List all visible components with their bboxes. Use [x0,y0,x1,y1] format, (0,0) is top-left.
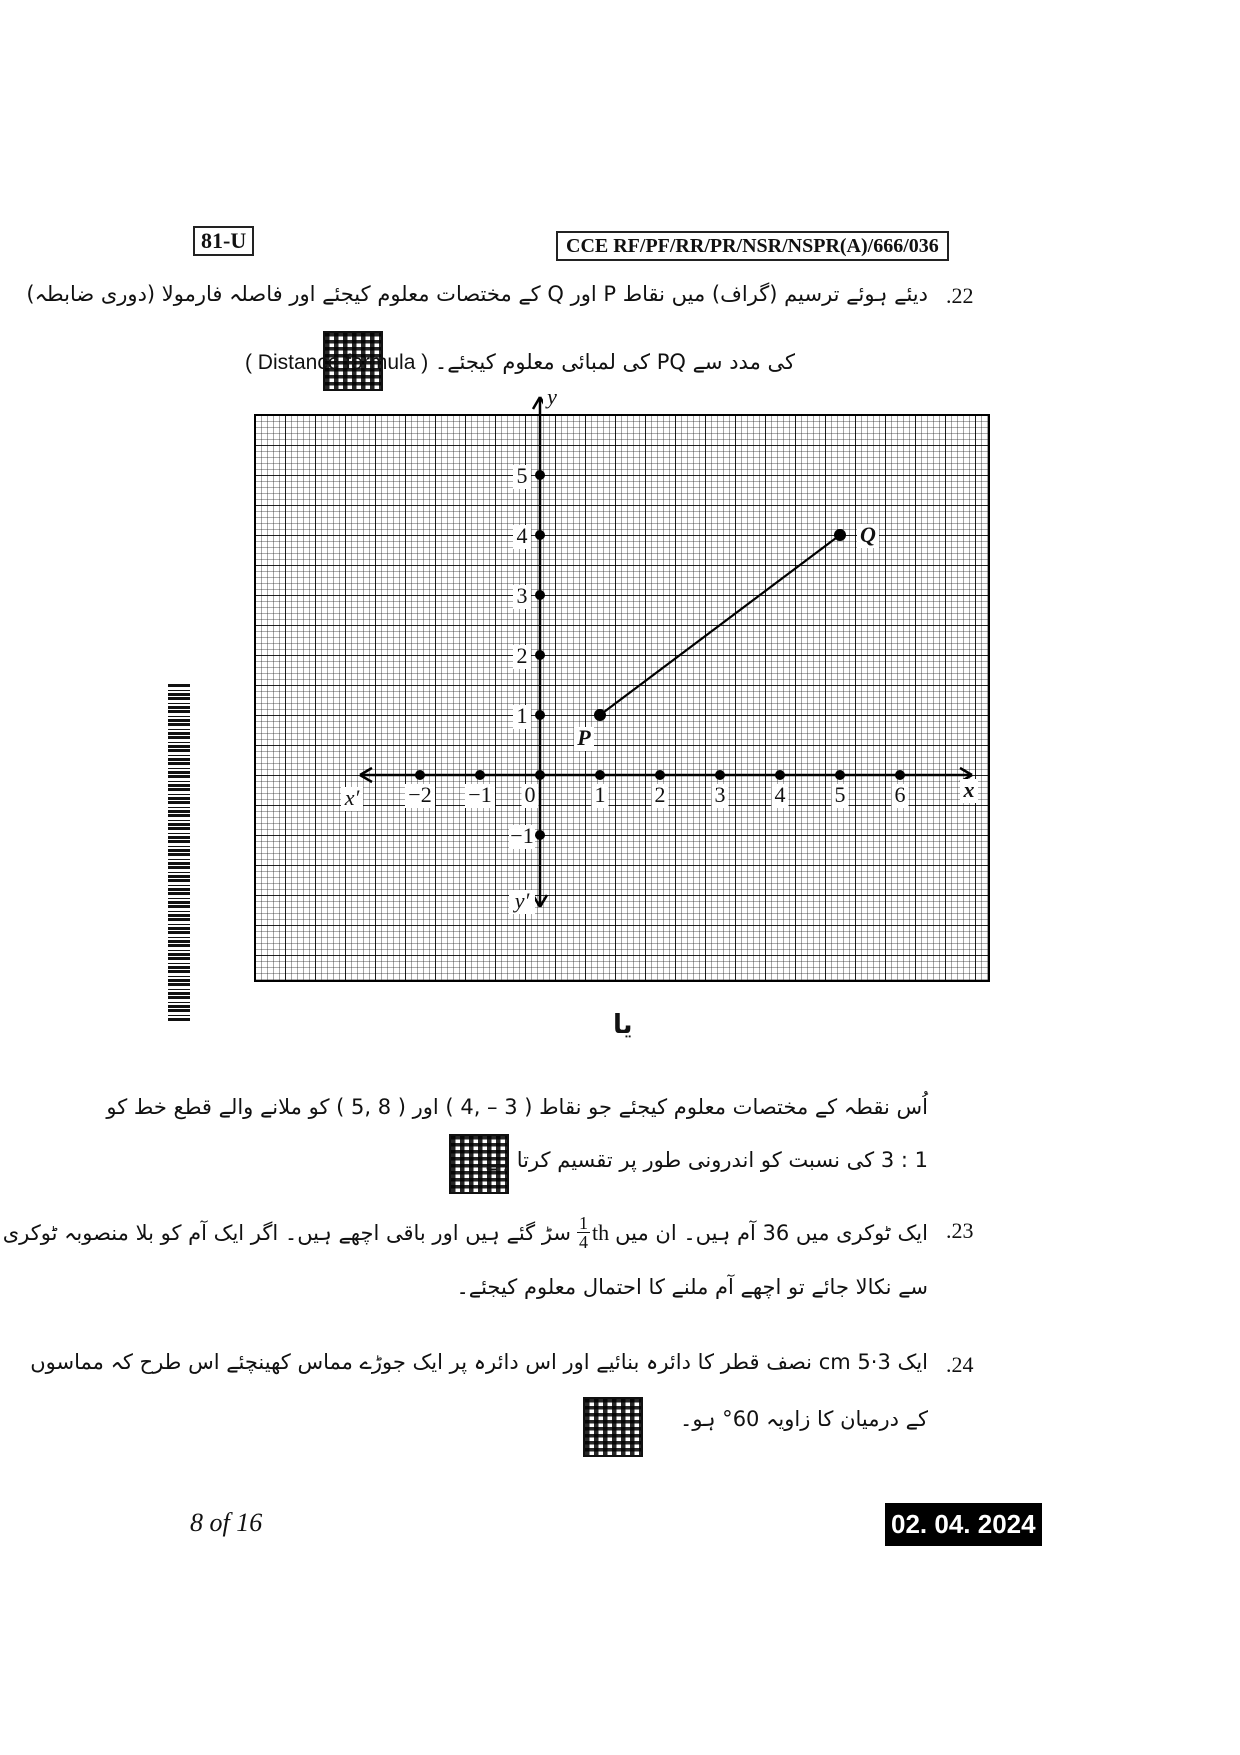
coordinate-graph [255,384,989,981]
question-22-alt-line2: 1 : 3 کی نسبت کو اندرونی طور پر تقسیم کرتا ہے۔ [473,1148,928,1172]
question-22-line2 [245,350,795,375]
y-tick-label: 5 [516,463,528,488]
y-tick-label: 3 [516,583,528,608]
y-tick-dot [535,650,545,660]
fraction-th: th [592,1219,610,1245]
x-tick-label: 3 [714,782,726,807]
x-tick-label: −1 [468,782,492,807]
question-23-line1 [3,1214,928,1251]
x-axis-label: x [963,777,975,802]
y-tick-dot [535,830,545,840]
point-q [834,529,846,541]
qr-code-icon [583,1397,643,1457]
x-tick-label: 1 [594,782,606,807]
question-22-line2-urdu: کی مدد سے PQ کی لمبائی معلوم کیجئے۔ [434,350,795,374]
y-tick-label: −1 [510,823,534,848]
y-neg-axis-label: y′ [514,888,530,913]
y-tick-dot [535,710,545,720]
x-tick-label: 2 [654,782,666,807]
x-tick-dot [475,770,485,780]
y-tick-label: 1 [516,703,528,728]
question-23-text-a: ایک ٹوکری میں 36 آم ہیں۔ ان میں [615,1220,928,1245]
question-24-number: .24 [946,1352,974,1377]
question-24-line1: ایک 3·5 cm نصف قطر کا دائرہ بنائیے اور اس دائرہ پر ایک جوڑے مماس کھینچئے اس طرح کہ مماسوں [30,1350,928,1374]
y-tick-label: 2 [516,643,528,668]
y-tick-dot [535,590,545,600]
question-23-number: .23 [946,1218,974,1243]
fraction-quarter-th [577,1214,609,1251]
exam-date: 02. 04. 2024 [885,1503,1042,1546]
x-tick-dot [595,770,605,780]
fraction-numerator: 1 [579,1213,589,1233]
y-tick-label: 4 [516,523,528,548]
fraction-denominator: 4 [579,1232,589,1252]
question-22-number: .22 [946,283,974,308]
point-q-label: Q [860,522,876,547]
x-tick-label: −2 [408,782,432,807]
x-tick-dot [415,770,425,780]
y-axis-label: y [547,384,557,409]
x-tick-label: 4 [774,782,786,807]
paper-code: 81-U [193,226,254,256]
x-neg-axis-label: x′ [344,785,360,810]
or-label: یا [613,1010,633,1040]
x-tick-dot [895,770,905,780]
distance-formula-label: ( Distance formula ) [244,351,429,374]
y-tick-dot [535,470,545,480]
barcode-icon [168,683,190,1021]
series-code: CCE RF/PF/RR/PR/NSR/NSPR(A)/666/036 [556,231,949,261]
question-22-alt-line1: اُس نقطہ کے مختصات معلوم کیجئے جو نقاط ( 3 – ,4 ) اور ( 8 ,5 ) کو ملانے والے قطع خط کو [106,1095,928,1119]
page-number: 8 of 16 [190,1508,263,1537]
x-tick-dot [535,770,545,780]
y-tick-dot [535,530,545,540]
x-tick-dot [715,770,725,780]
x-tick-label: 0 [524,782,536,807]
x-tick-dot [835,770,845,780]
question-23-text-b: سڑ گئے ہیں اور باقی اچھے ہیں۔ اگر ایک آم کو بلا منصوبہ ٹوکری [2,1220,572,1245]
x-tick-dot [655,770,665,780]
x-tick-label: 5 [834,782,846,807]
x-tick-label: 6 [894,782,906,807]
question-23-line2: سے نکالا جائے تو اچھے آم ملنے کا احتمال معلوم کیجئے۔ [456,1275,928,1299]
question-24-line2: کے درمیان کا زاویہ 60° ہو۔ [680,1407,928,1431]
question-22-line1: دیئے ہوئے ترسیم (گراف) میں نقاط P اور Q کے مختصات معلوم کیجئے اور فاصلہ فارمولا (دوری ضابطہ) [26,282,928,306]
point-p [594,709,606,721]
point-p-label: P [577,725,591,750]
x-tick-dot [775,770,785,780]
